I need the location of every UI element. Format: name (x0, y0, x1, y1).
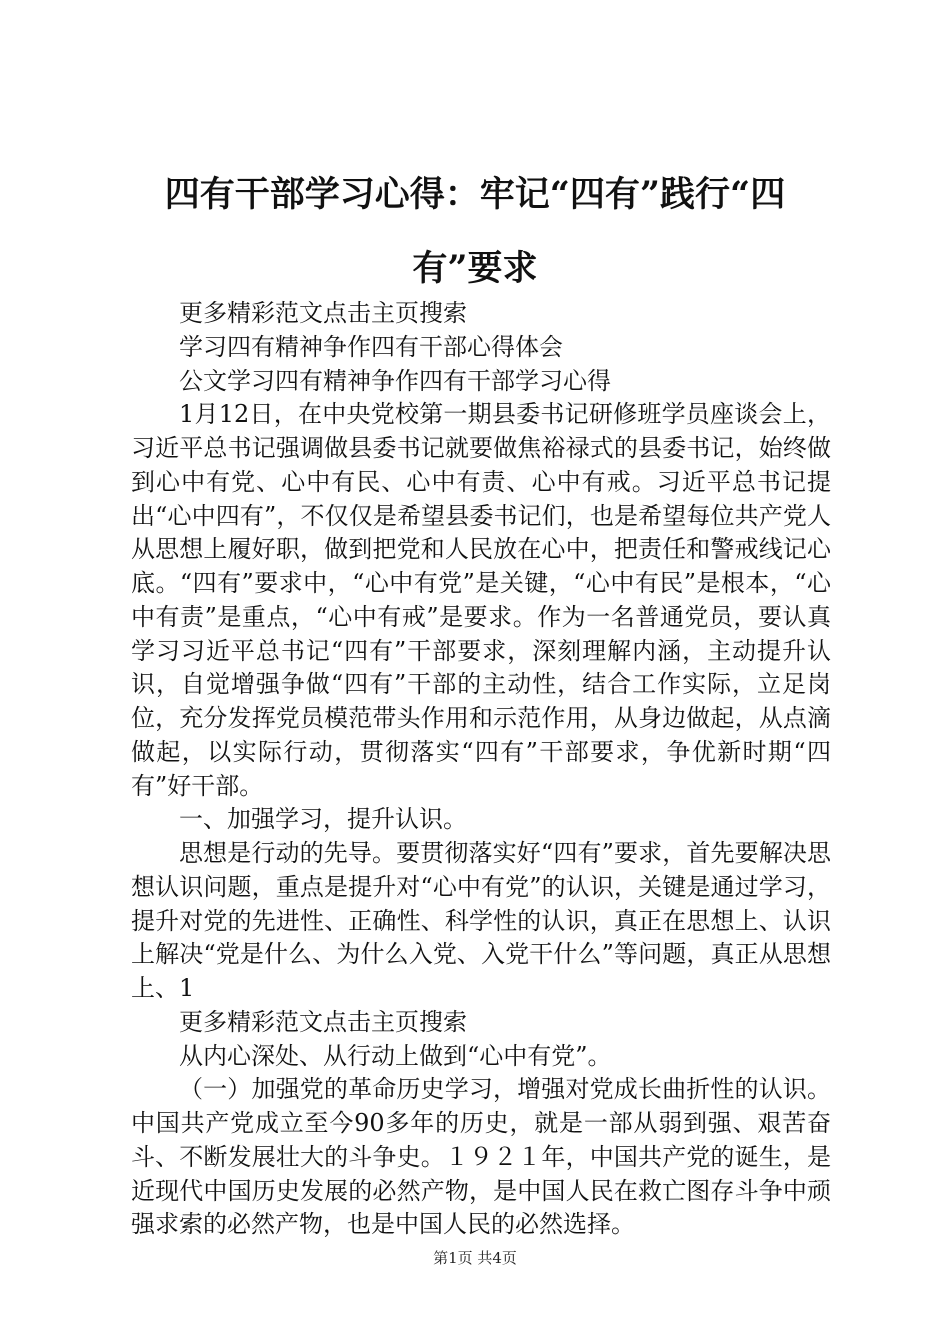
paragraph: 1月12日，在中央党校第一期县委书记研修班学员座谈会上，习近平总书记强调做县委书记就要做焦裕禄式的县委书记，始终做到心中有党、心中有民、心中有责、心中有戒。习近平总书记提出“心中四有”，不仅仅是希望县委书记们，也是希望每位共产党人从思想上履好职，做到把党和人民放在心中，把责任和警戒线记心底。“四有”要求中，“心中有党”是关键，“心中有民”是根本，“心中有责”是重点，“心中有戒”是要求。作为一名普通党员，要认真学习习近平总书记“四有”干部要求，深刻理解内涵，主动提升认识，自觉增强争做“四有”干部的主动性，结合工作实际，立足岗位，充分发挥党员模范带头作用和示范作用，从身边做起，从点滴做起，以实际行动，贯彻落实“四有”干部要求，争优新时期“四有”好干部。 (131, 400, 831, 800)
paragraph: 思想是行动的先导。要贯彻落实好“四有”要求，首先要解决思想认识问题，重点是提升对“心中有党”的认识，关键是通过学习，提升对党的先进性、正确性、科学性的认识，真正在思想上、认识上解决“党是什么、为什么入党、入党干什么”等问题，真正从思想上、1 (131, 839, 831, 1002)
paragraph: （一）加强党的革命历史学习，增强对党成长曲折性的认识。中国共产党成立至今90多年的历史，就是一部从弱到强、艰苦奋斗、不断发展壮大的斗争史。１９２１年，中国共产党的诞生，是近现代中国历史发展的必然产物，是中国人民在救亡图存斗争中顽强求索的必然产物，也是中国人民的必然选择。 (131, 1075, 831, 1239)
paragraph: 从内心深处、从行动上做到“心中有党”。 (179, 1041, 612, 1070)
paragraph: 学习四有精神争作四有干部心得体会 (179, 332, 563, 361)
paragraph: 公文学习四有精神争作四有干部学习心得 (179, 366, 611, 395)
paragraph: 更多精彩范文点击主页搜索 (179, 1007, 467, 1036)
document-body (131, 297, 831, 1242)
section-heading: 一、加强学习，提升认识。 (179, 805, 467, 834)
document-title: 四有干部学习心得：牢记“四有”践行“四有”要求 (164, 174, 786, 289)
paragraph: 更多精彩范文点击主页搜索 (179, 299, 467, 327)
page-footer: 第1页 共4页 (433, 1249, 517, 1267)
